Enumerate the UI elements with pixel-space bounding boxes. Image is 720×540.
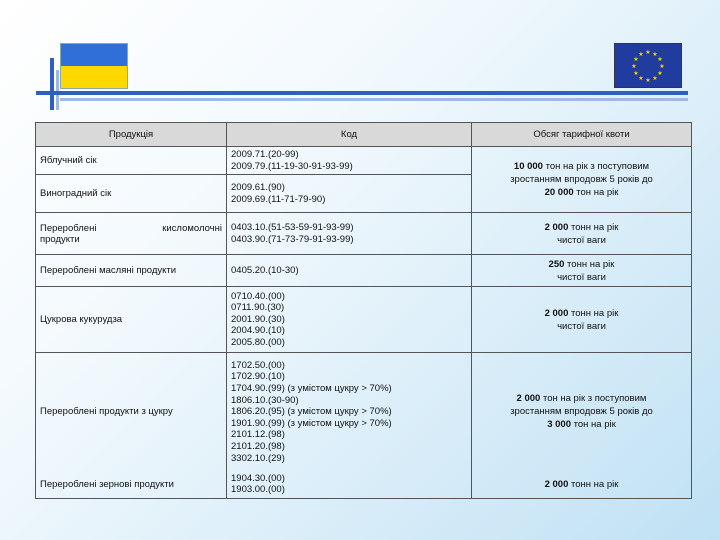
code-cell: 2009.71.(20-99) 2009.79.(11-19-30-91-93-99): [227, 147, 472, 175]
decorative-vertical-bar-light: [56, 70, 59, 110]
tariff-quota-table: [35, 122, 692, 499]
quota-cell: 250 тонн на рік чистої ваги: [472, 255, 692, 287]
decorative-vertical-bar: [50, 58, 54, 110]
code-cell: 1702.50.(00) 1702.90.(10) 1704.90.(99) (з умістом цукру > 70%) 1806.10.(30-90) 1806.20.(95) (з умістом цукру > 70%) 1901.90.(99) (з умістом цукру > 70%) 2101.12.(98) 2101.20.(98) 3302.10.(29): [227, 353, 472, 471]
table-row: [36, 147, 692, 175]
decorative-horizontal-bar-light: [60, 98, 688, 101]
table-row: [36, 471, 692, 499]
product-cell: Перероблені масляні продукти: [36, 255, 227, 287]
code-cell: 1904.30.(00) 1903.00.(00): [227, 471, 472, 499]
svg-text:★: ★: [638, 75, 644, 82]
table-header-row: [36, 123, 692, 147]
header-product: Продукція: [36, 123, 227, 147]
code-cell: 0710.40.(00) 0711.90.(30) 2001.90.(30) 2004.90.(10) 2005.80.(00): [227, 287, 472, 353]
product-cell: Яблучний сік: [36, 147, 227, 175]
svg-text:★: ★: [631, 63, 637, 70]
quota-cell: 2 000 тон на рік з поступовим зростанням впродовж 5 років до 3 000 тон на рік: [472, 353, 692, 471]
header-code: Код: [227, 123, 472, 147]
quota-cell: 2 000 тонн на рік чистої ваги: [472, 287, 692, 353]
svg-text:★: ★: [657, 70, 663, 77]
table-row: [36, 213, 692, 255]
table-row: [36, 255, 692, 287]
svg-text:★: ★: [645, 77, 651, 84]
header-quota: Обсяг тарифної квоти: [472, 123, 692, 147]
product-cell: Перероблені продукти з цукру: [36, 353, 227, 471]
svg-text:★: ★: [652, 51, 658, 58]
quota-cell: 2 000 тонн на рік чистої ваги: [472, 213, 692, 255]
code-cell: 0405.20.(10-30): [227, 255, 472, 287]
svg-text:★: ★: [659, 63, 665, 70]
quota-cell: 10 000 тон на рік з поступовим зростанням впродовж 5 років до 20 000 тон на рік: [472, 147, 692, 213]
svg-text:★: ★: [638, 51, 644, 58]
quota-cell: 2 000 тонн на рік: [472, 471, 692, 499]
product-cell: Виноградний сік: [36, 175, 227, 213]
svg-text:★: ★: [652, 75, 658, 82]
ukraine-flag-icon: [60, 43, 128, 89]
svg-text:★: ★: [645, 49, 651, 56]
product-cell: Цукрова кукурудза: [36, 287, 227, 353]
code-cell: 2009.61.(90) 2009.69.(11-71-79-90): [227, 175, 472, 213]
table-row: [36, 353, 692, 471]
eu-flag-icon: [614, 43, 682, 88]
svg-text:★: ★: [633, 56, 639, 63]
product-cell: Перероблені зернові продукти: [36, 471, 227, 499]
table-row: [36, 287, 692, 353]
decorative-horizontal-bar: [36, 91, 688, 95]
svg-text:★: ★: [657, 56, 663, 63]
code-cell: 0403.10.(51-53-59-91-93-99) 0403.90.(71-73-79-91-93-99): [227, 213, 472, 255]
svg-text:★: ★: [633, 70, 639, 77]
product-cell: Перероблені кисломолочні продукти: [36, 213, 227, 255]
